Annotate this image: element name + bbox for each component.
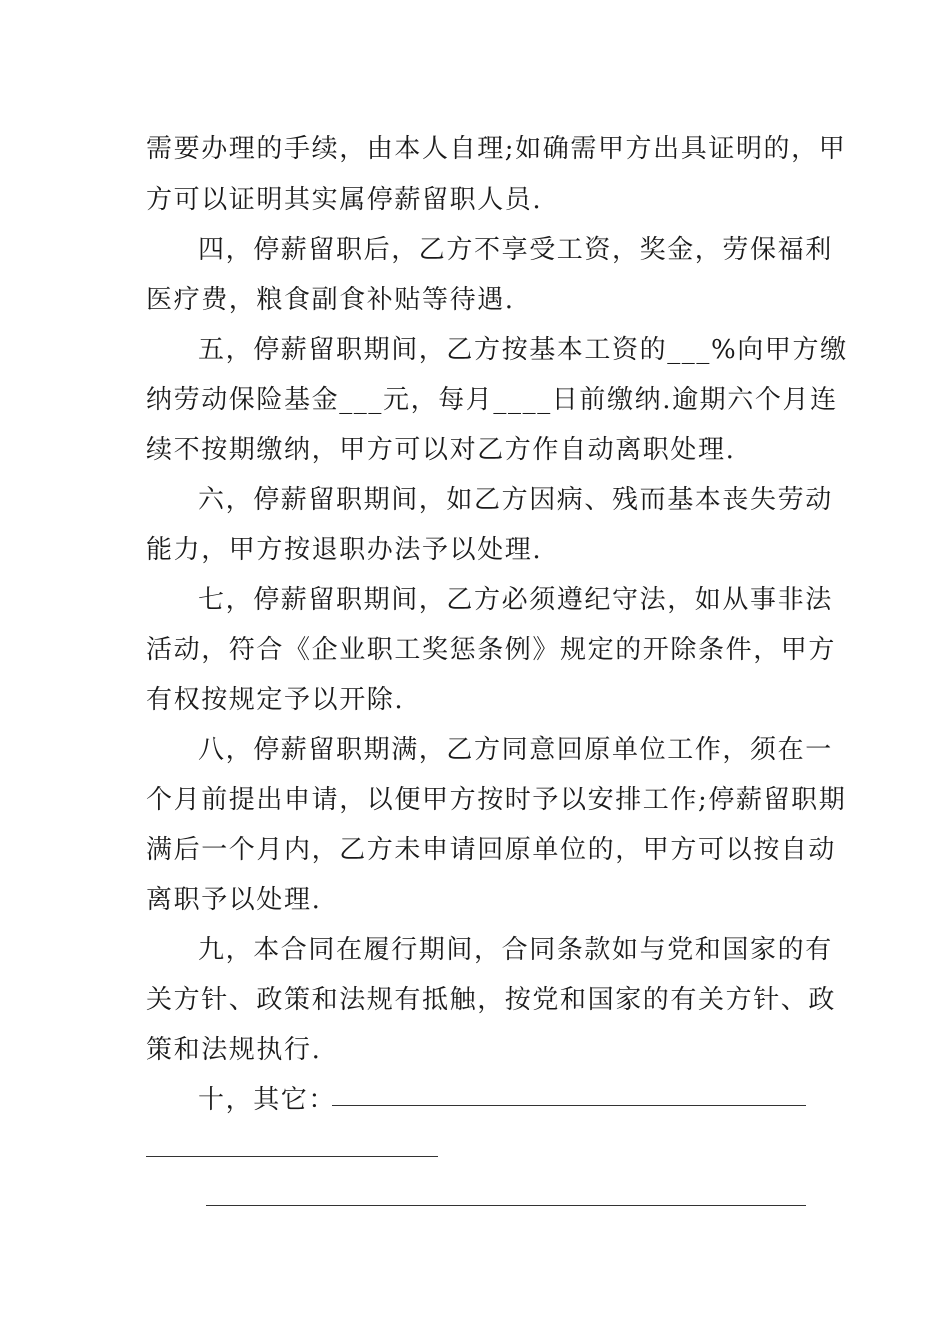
clause-9-line-2: 关方针、政策和法规有抵触，按党和国家的有关方针、政 [146, 985, 837, 1015]
fill-in-blank-line [206, 1205, 806, 1206]
clause-8-line-4: 离职予以处理. [146, 885, 322, 915]
clause-4-line-1: 四，停薪留职后，乙方不享受工资，奖金，劳保福利 [198, 235, 833, 265]
text-line: 方可以证明其实属停薪留职人员. [146, 185, 543, 215]
fill-in-blank-line [146, 1156, 438, 1157]
clause-8-line-1: 八，停薪留职期满，乙方同意回原单位工作，须在一 [198, 735, 833, 765]
clause-7-line-2: 活动，符合《企业职工奖惩条例》规定的开除条件，甲方 [146, 635, 837, 665]
clause-6-line-1: 六，停薪留职期间，如乙方因病、残而基本丧失劳动 [198, 485, 833, 515]
text-line: 需要办理的手续，由本人自理;如确需甲方出具证明的，甲 [146, 134, 847, 164]
clause-7-line-3: 有权按规定予以开除. [146, 685, 405, 715]
clause-7-line-1: 七，停薪留职期间，乙方必须遵纪守法，如从事非法 [198, 585, 833, 615]
clause-5-line-1: 五，停薪留职期间，乙方按基本工资的___%向甲方缴 [198, 335, 848, 365]
clause-10-label: 十，其它： [198, 1085, 337, 1115]
clause-9-line-3: 策和法规执行. [146, 1035, 322, 1065]
clause-6-line-2: 能力，甲方按退职办法予以处理. [146, 535, 543, 565]
clause-8-line-2: 个月前提出申请，以便甲方按时予以安排工作;停薪留职期 [146, 785, 847, 815]
clause-8-line-3: 满后一个月内，乙方未申请回原单位的，甲方可以按自动 [146, 835, 837, 865]
clause-5-line-2: 纳劳动保险基金___元，每月____日前缴纳.逾期六个月连 [146, 385, 838, 415]
clause-5-line-3: 续不按期缴纳，甲方可以对乙方作自动离职处理. [146, 435, 736, 465]
fill-in-blank-line [332, 1105, 806, 1106]
clause-9-line-1: 九，本合同在履行期间，合同条款如与党和国家的有 [198, 935, 833, 965]
clause-4-line-2: 医疗费，粮食副食补贴等待遇. [146, 285, 515, 315]
